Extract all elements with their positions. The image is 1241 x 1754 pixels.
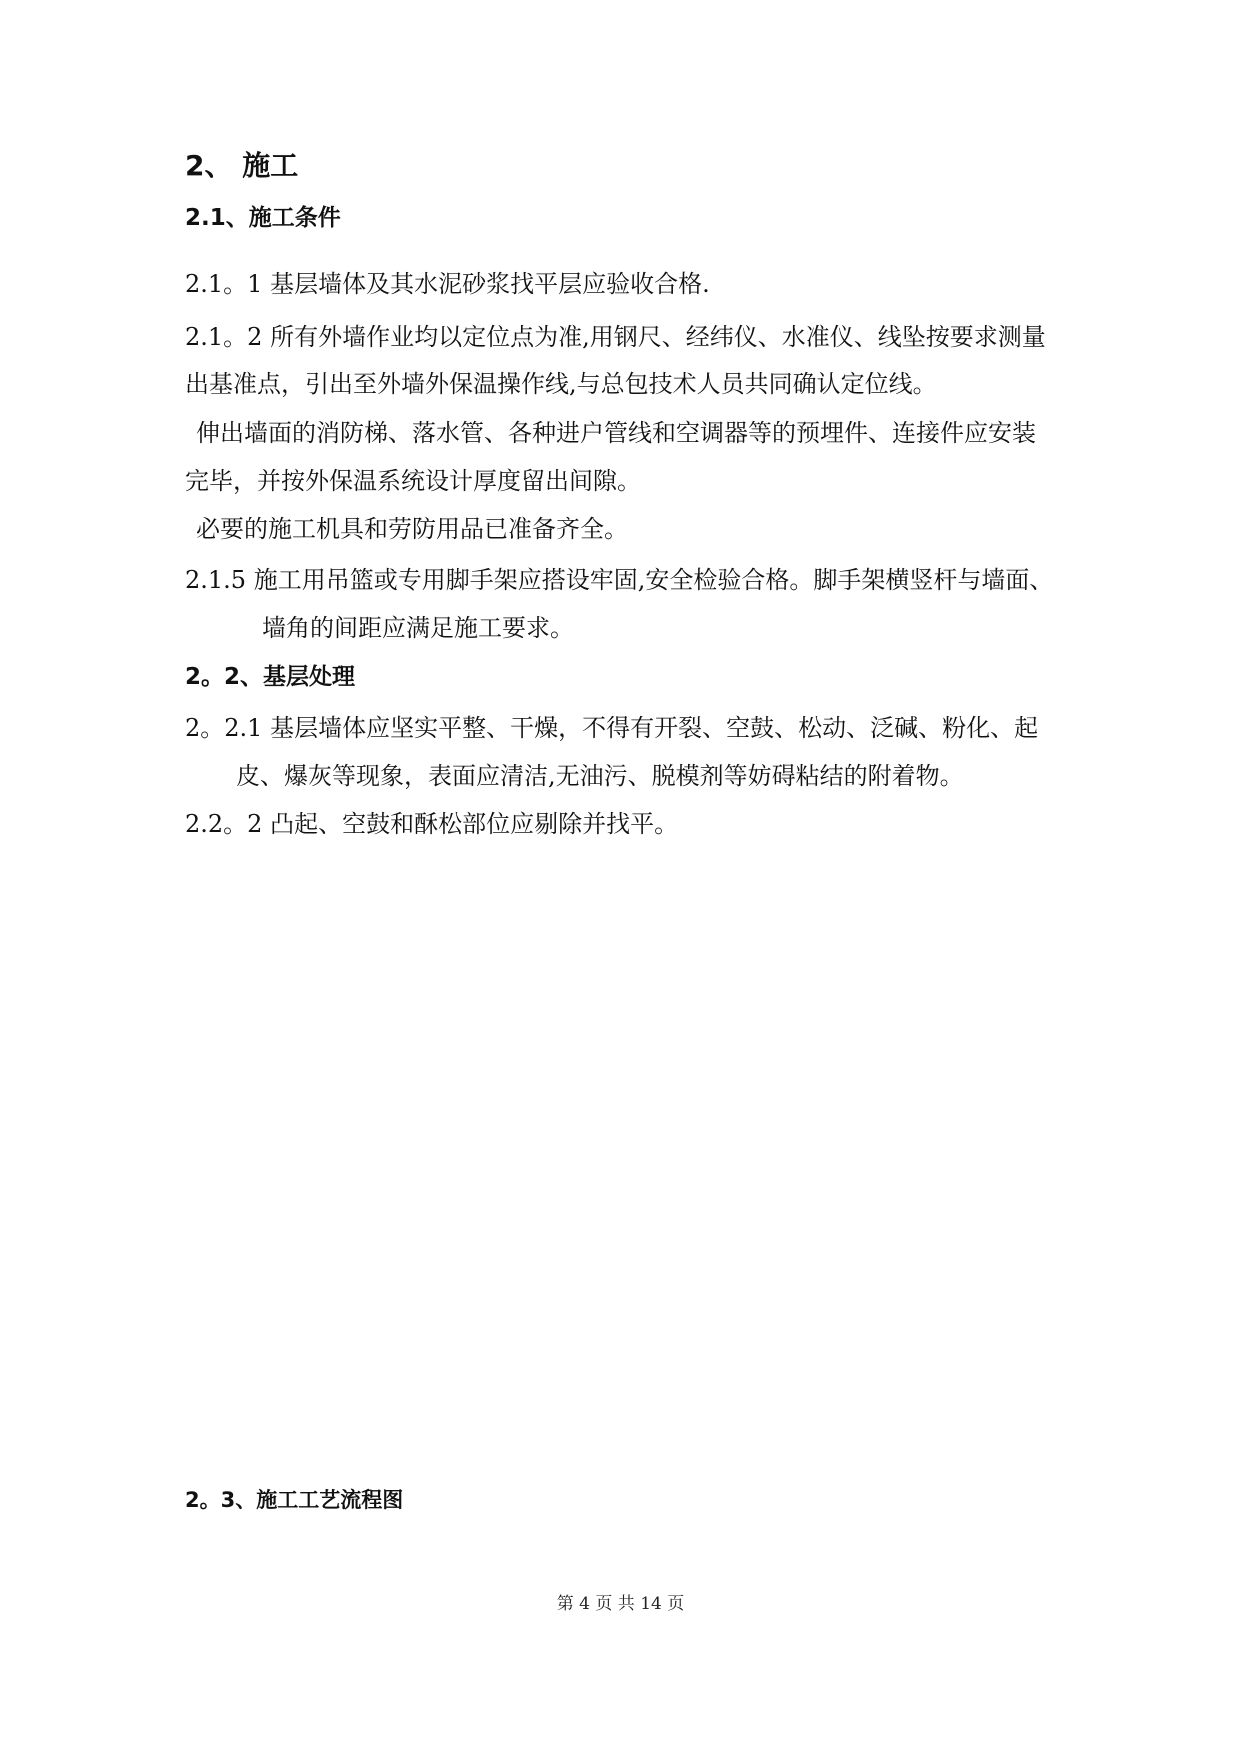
paragraph-preembedded-line1: 伸出墙面的消防梯、落水管、各种进户管线和空调器等的预埋件、连接件应安装 bbox=[196, 419, 1036, 447]
paragraph-2-2-1-line1: 2。2.1 基层墙体应坚实平整、干燥，不得有开裂、空鼓、松动、泛碱、粉化、起 bbox=[185, 714, 1039, 742]
page-footer: 第 4 页 共 14 页 bbox=[556, 1594, 685, 1614]
paragraph-2-1-5-line2: 墙角的间距应满足施工要求。 bbox=[262, 614, 574, 642]
subsection-heading-process-flow: 2。3、施工工艺流程图 bbox=[185, 1488, 404, 1512]
subsection-heading-base-treatment: 2。2、基层处理 bbox=[185, 664, 356, 690]
subsection-heading-conditions: 2.1、施工条件 bbox=[185, 205, 341, 231]
paragraph-2-1-1: 2.1。1 基层墙体及其水泥砂浆找平层应验收合格. bbox=[185, 270, 710, 298]
paragraph-2-2-1-line2: 皮、爆灰等现象，表面应清洁,无油污、脱模剂等妨碍粘结的附着物。 bbox=[236, 762, 964, 790]
section-heading: 2、 施工 bbox=[185, 149, 299, 182]
paragraph-preembedded-line2: 完毕，并按外保温系统设计厚度留出间隙。 bbox=[185, 467, 641, 495]
paragraph-2-2-2: 2.2。2 凸起、空鼓和酥松部位应剔除并找平。 bbox=[185, 810, 679, 838]
paragraph-2-1-2-line2: 出基准点，引出至外墙外保温操作线,与总包技术人员共同确认定位线。 bbox=[185, 370, 937, 398]
paragraph-2-1-5-line1: 2.1.5 施工用吊篮或专用脚手架应搭设牢固,安全检验合格。脚手架横竖杆与墙面、 bbox=[185, 566, 1054, 594]
paragraph-2-1-2-line1: 2.1。2 所有外墙作业均以定位点为准,用钢尺、经纬仪、水准仪、线坠按要求测量 bbox=[185, 323, 1046, 351]
paragraph-tools: 必要的施工机具和劳防用品已准备齐全。 bbox=[196, 515, 628, 543]
